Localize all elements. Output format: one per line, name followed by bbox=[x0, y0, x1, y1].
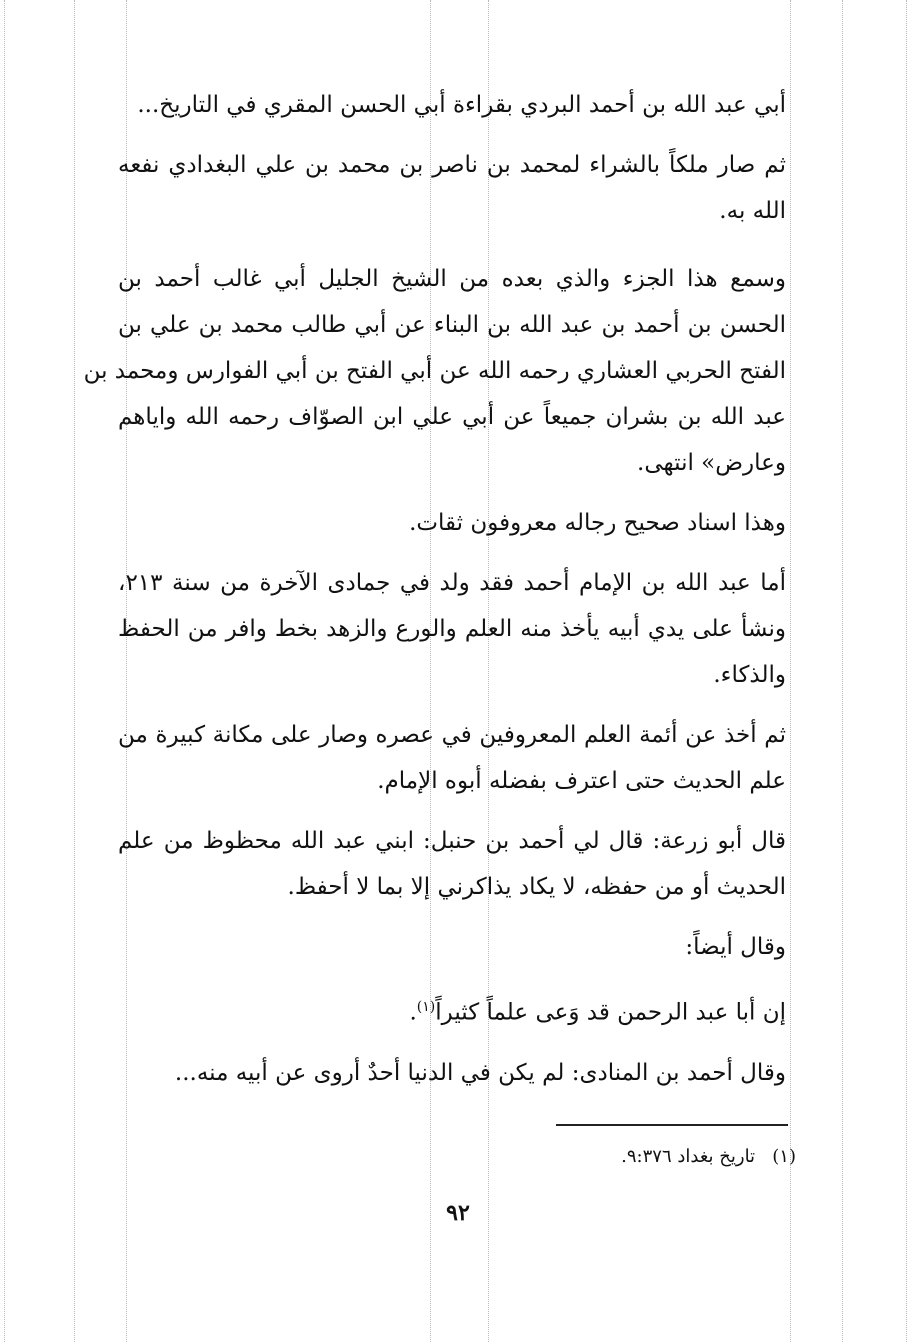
scan-guide-line bbox=[842, 0, 843, 1342]
footnote-separator bbox=[556, 1124, 788, 1126]
text-line: ثم أخذ عن أئمة العلم المعروفين في عصره وصار على مكانة كبيرة من bbox=[118, 722, 786, 748]
text-line: علم الحديث حتى اعترف بفضله أبوه الإمام. bbox=[377, 768, 786, 794]
footnote-marker: (١) bbox=[772, 1146, 796, 1167]
text-line: أما عبد الله بن الإمام أحمد فقد ولد في جمادى الآخرة من سنة ٢١٣، bbox=[118, 570, 786, 596]
text-line: والذكاء. bbox=[713, 662, 786, 688]
footnote bbox=[621, 1146, 796, 1167]
footnote-reference: (١) bbox=[416, 999, 436, 1015]
text-line: ثم صار ملكاً بالشراء لمحمد بن ناصر بن محمد بن علي البغدادي نفعه bbox=[118, 152, 786, 178]
text-line: وهذا اسناد صحيح رجاله معروفون ثقات. bbox=[409, 510, 786, 536]
text-line-with-footnote bbox=[118, 984, 786, 1036]
text-line: الحديث أو من حفظه، لا يكاد يذاكرني إلا بما لا أحفظ. bbox=[287, 874, 786, 900]
page-body bbox=[83, 82, 786, 1096]
text-line: وعارض» انتهى. bbox=[637, 450, 786, 476]
page-number: ٩٢ bbox=[446, 1200, 470, 1226]
text-line: وقال أيضاً: bbox=[685, 934, 786, 960]
text-line: إن أبا عبد الرحمن قد وَعى علماً كثيراً bbox=[435, 999, 786, 1026]
scan-guide-line bbox=[74, 0, 75, 1342]
footnote-text: تاريخ بغداد ٩:٣٧٦. bbox=[621, 1146, 756, 1167]
text-line: ونشأ على يدي أبيه يأخذ منه العلم والورع والزهد بخط وافر من الحفظ bbox=[118, 616, 786, 642]
text-line: الله به. bbox=[719, 198, 786, 224]
scan-guide-line bbox=[906, 0, 907, 1342]
text-line: وقال أحمد بن المنادى: لم يكن في الدنيا أحدٌ أروى عن أبيه منه... bbox=[174, 1059, 786, 1086]
text-line: أبي عبد الله بن أحمد البردي بقراءة أبي الحسن المقري في التاريخ... bbox=[137, 92, 786, 118]
text-line: قال أبو زرعة: قال لي أحمد بن حنبل: ابني عبد الله محظوظ من علم bbox=[118, 828, 786, 854]
text-line: وسمع هذا الجزء والذي بعده من الشيخ الجليل أبي غالب أحمد بن bbox=[118, 266, 786, 292]
scan-guide-line bbox=[790, 0, 791, 1342]
text-line: الفتح الحربي العشاري رحمه الله عن أبي الفتح بن أبي الفوارس ومحمد بن bbox=[83, 358, 786, 384]
scan-guide-line bbox=[4, 0, 5, 1342]
text-line-tail: . bbox=[409, 999, 417, 1026]
text-line: عبد الله بن بشران جميعاً عن أبي علي ابن الصوّاف رحمه الله واياهم bbox=[118, 404, 786, 430]
text-line: الحسن بن أحمد بن عبد الله بن البناء عن أبي طالب محمد بن علي بن bbox=[118, 312, 786, 338]
